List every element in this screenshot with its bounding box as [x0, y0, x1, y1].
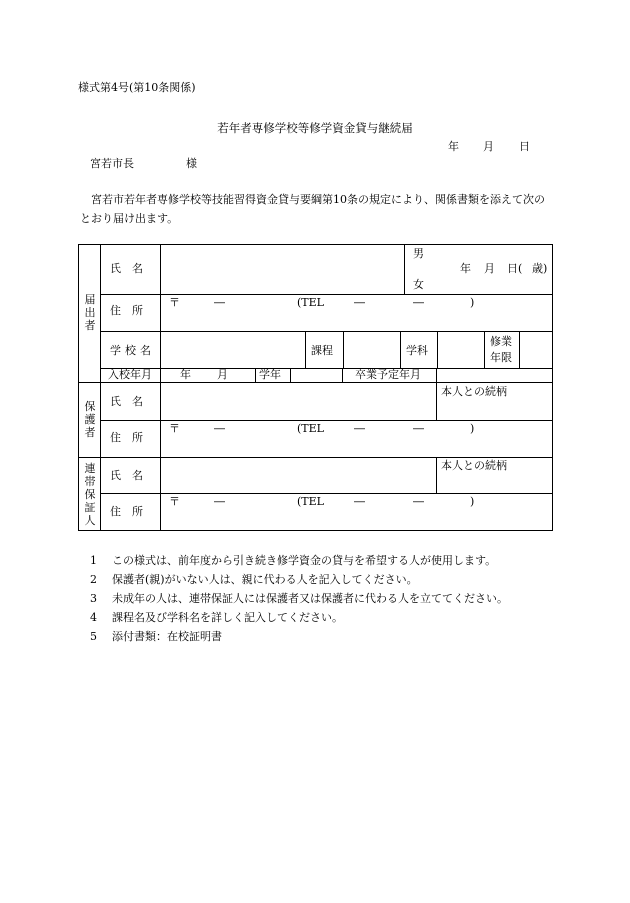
tel-close: ) — [470, 296, 475, 309]
study-years-label-2: 年限 — [490, 351, 512, 364]
note-item — [90, 608, 508, 627]
row-divider — [100, 420, 553, 421]
guarantor-group-label: 連帯保証人 — [84, 462, 96, 527]
postal-mark: 〒 — [169, 296, 180, 309]
group-divider — [78, 457, 553, 458]
guarantor-address-label: 住 所 — [110, 505, 143, 518]
row-divider — [100, 493, 553, 494]
birth-year-label: 年 — [460, 262, 471, 275]
postal-dash: ― — [214, 495, 225, 508]
note-number: 5 — [90, 630, 97, 643]
note-number: 4 — [90, 611, 97, 624]
tel-dash: ― — [413, 422, 424, 435]
guardian-address-label: 住 所 — [110, 431, 143, 444]
column-divider — [305, 331, 306, 369]
guarantor-name-label: 氏 名 — [110, 469, 143, 482]
tel-close: ) — [470, 422, 475, 435]
column-divider — [255, 368, 256, 383]
column-divider — [436, 457, 437, 493]
column-divider — [342, 368, 343, 383]
date-year-label: 年 — [448, 140, 459, 153]
group-divider — [78, 382, 553, 383]
column-divider — [519, 331, 520, 369]
graduation-label: 卒業予定年月 — [355, 368, 421, 381]
row-divider — [100, 368, 553, 369]
guarantor-relation-label: 本人との続柄 — [441, 459, 507, 472]
enroll-year-label: 年 — [180, 368, 191, 381]
date-day-label: 日 — [519, 140, 530, 153]
note-text: 未成年の人は、連帯保証人には保護者又は保護者に代わる人を立ててください。 — [112, 592, 508, 605]
postal-mark: 〒 — [169, 422, 180, 435]
table-border-left — [78, 244, 79, 531]
column-divider — [343, 331, 344, 369]
row-divider — [100, 331, 553, 332]
postal-dash: ― — [214, 422, 225, 435]
tel-dash: ― — [413, 495, 424, 508]
tel-dash: ― — [354, 495, 365, 508]
guardian-group-label: 保護者 — [84, 400, 96, 439]
note-item — [90, 570, 508, 589]
note-text: この様式は、前年度から引き続き修学資金の貸与を希望する人が使用します。 — [112, 554, 497, 567]
addressee: 宮若市長 — [90, 157, 134, 170]
note-item — [90, 551, 508, 570]
table-border-right — [552, 244, 553, 531]
tel-dash: ― — [354, 296, 365, 309]
enroll-month-label: 月 — [217, 368, 228, 381]
enroll-label: 入校年月 — [108, 368, 152, 381]
guardian-name-label: 氏 名 — [110, 395, 143, 408]
column-divider — [437, 331, 438, 369]
form-number: 様式第4号(第10条関係) — [78, 81, 196, 94]
honorific: 様 — [186, 157, 197, 170]
note-number: 3 — [90, 592, 97, 605]
birth-month-label: 月 — [484, 262, 495, 275]
form-title: 若年者専修学校等修学資金貸与継続届 — [217, 121, 413, 135]
table-border-bottom — [78, 530, 553, 531]
postal-dash: ― — [214, 296, 225, 309]
department-label: 学科 — [406, 344, 428, 357]
note-item — [90, 627, 508, 646]
note-text: 添付書類：在校証明書 — [112, 630, 222, 643]
intro-text: 宮若市若年者専修学校等技能習得資金貸与要綱第10条の規定により、関係書類を添えて次のとおり届け出ます。 — [80, 193, 545, 225]
column-divider — [100, 244, 101, 531]
note-number: 2 — [90, 573, 97, 586]
column-divider — [484, 331, 485, 369]
column-divider — [160, 244, 161, 531]
guardian-relation-label: 本人との続柄 — [441, 385, 507, 398]
notes-list — [90, 551, 508, 646]
course-label: 課程 — [311, 344, 333, 357]
row-divider — [100, 294, 553, 295]
column-divider — [290, 368, 291, 383]
column-divider — [436, 382, 437, 420]
school-name-label: 学校名 — [110, 344, 155, 357]
column-divider — [436, 368, 437, 383]
column-divider — [400, 331, 401, 369]
study-years-label-1: 修業 — [490, 335, 512, 348]
sex-female-option[interactable]: 女 — [413, 278, 424, 291]
applicant-group-label: 届出者 — [84, 293, 96, 332]
grade-label: 学年 — [259, 368, 281, 381]
tel-close: ) — [470, 495, 475, 508]
tel-open: (TEL — [297, 495, 324, 508]
postal-mark: 〒 — [169, 495, 180, 508]
tel-dash: ― — [354, 422, 365, 435]
tel-open: (TEL — [297, 296, 324, 309]
table-border-top — [78, 244, 553, 245]
applicant-address-label: 住 所 — [110, 304, 143, 317]
note-text: 課程名及び学科名を詳しく記入してください。 — [112, 611, 343, 624]
note-item — [90, 589, 508, 608]
birth-day-label: 日( — [507, 262, 523, 275]
applicant-name-label: 氏 名 — [110, 262, 143, 275]
date-month-label: 月 — [483, 140, 494, 153]
note-number: 1 — [90, 554, 97, 567]
note-text: 保護者(親)がいない人は、親に代わる人を記入してください。 — [112, 573, 418, 586]
tel-open: (TEL — [297, 422, 324, 435]
tel-dash: ― — [413, 296, 424, 309]
column-divider — [404, 244, 405, 294]
sex-male-option[interactable]: 男 — [413, 247, 424, 260]
age-label: 歳) — [532, 262, 548, 275]
